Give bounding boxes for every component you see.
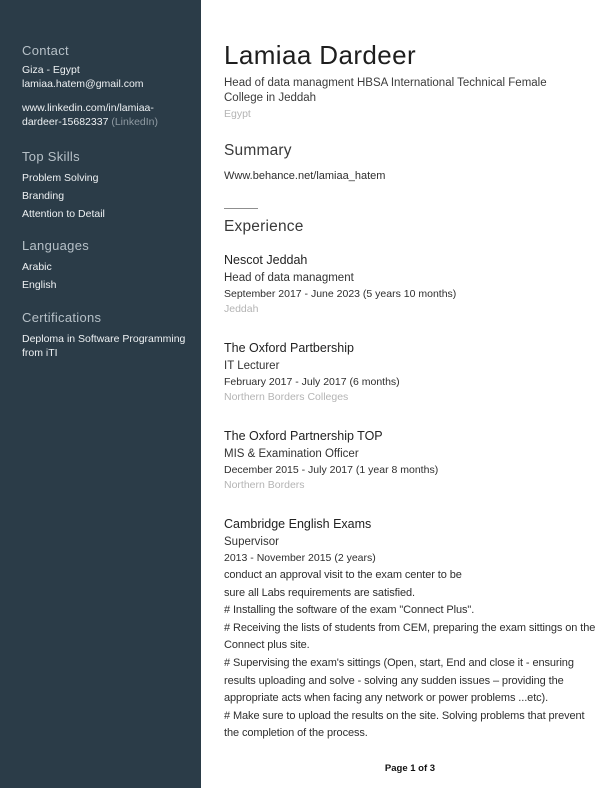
- top-skills-heading: Top Skills: [22, 149, 80, 164]
- headline: [224, 76, 596, 106]
- job-dates: February 2017 - July 2017 (6 months): [224, 376, 400, 388]
- contact-email: lamiaa.hatem@gmail.com: [22, 78, 144, 90]
- linkedin-url-line1: www.linkedin.com/in/lamiaa-: [22, 102, 154, 114]
- job-dates: 2013 - November 2015 (2 years): [224, 552, 376, 564]
- experience-heading: Experience: [224, 218, 304, 235]
- skill-item: Branding: [22, 190, 65, 202]
- job-title: IT Lecturer: [224, 360, 280, 372]
- job-title: MIS & Examination Officer: [224, 448, 359, 460]
- job-dates: September 2017 - June 2023 (5 years 10 months): [224, 288, 457, 300]
- description-line: # Make sure to upload the results on the site. Solving problems that prevent: [224, 709, 585, 722]
- job-description: [224, 567, 596, 743]
- language-item: Arabic: [22, 261, 52, 273]
- company-name: Nescot Jeddah: [224, 253, 308, 267]
- linkedin-suffix: (LinkedIn): [108, 116, 159, 128]
- experience-entry: [224, 340, 596, 404]
- linkedin-url-line2-text: dardeer-15682337: [22, 116, 109, 128]
- job-dates: December 2015 - July 2017 (1 year 8 months): [224, 464, 439, 476]
- company-name: The Oxford Partbership: [224, 341, 354, 355]
- linkedin-url-line2: [22, 115, 189, 129]
- certification-line: from iTI: [22, 347, 58, 359]
- description-line: Connect plus site.: [224, 639, 310, 652]
- summary-heading: Summary: [224, 142, 292, 159]
- person-location: Egypt: [224, 108, 251, 120]
- job-location: Northern Borders Colleges: [224, 391, 349, 403]
- headline-line2: College in Jeddah: [224, 92, 317, 104]
- person-name: Lamiaa Dardeer: [224, 40, 417, 70]
- description-line: # Supervising the exam's sittings (Open, start, End and close it - ensuring: [224, 656, 574, 669]
- page-number: Page 1 of 3: [384, 763, 436, 774]
- description-line: the completion of the process.: [224, 727, 368, 740]
- description-line: # Installing the software of the exam "Connect Plus".: [224, 604, 475, 617]
- job-title: Supervisor: [224, 536, 279, 548]
- description-line: appropriate acts when facing any network or power problems ...etc).: [224, 692, 549, 705]
- description-line: # Receiving the lists of students from CEM, preparing the exam sittings on the: [224, 621, 596, 634]
- job-location: Jeddah: [224, 303, 259, 315]
- sidebar: [0, 0, 201, 788]
- description-line: conduct an approval visit to the exam center to be: [224, 569, 462, 581]
- company-name: The Oxford Partnership TOP: [224, 429, 383, 443]
- job-title: Head of data managment: [224, 272, 354, 284]
- experience-entry: [224, 252, 596, 316]
- contact-location: Giza - Egypt: [22, 64, 80, 76]
- certification-line: Deploma in Software Programming: [22, 333, 186, 345]
- contact-linkedin: [22, 101, 189, 129]
- certifications-heading: Certifications: [22, 310, 102, 325]
- language-item: English: [22, 279, 57, 291]
- job-location: Northern Borders: [224, 479, 305, 491]
- description-line: sure all Labs requirements are satisfied.: [224, 586, 415, 599]
- experience-entry: [224, 428, 596, 492]
- skill-item: Problem Solving: [22, 172, 99, 184]
- certification-item: [22, 332, 189, 360]
- headline-line1: Head of data managment HBSA International Technical Female: [224, 77, 547, 89]
- skill-item: Attention to Detail: [22, 208, 105, 220]
- company-name: Cambridge English Exams: [224, 517, 372, 531]
- section-divider: [224, 208, 258, 209]
- languages-heading: Languages: [22, 238, 90, 253]
- experience-entry: [224, 516, 596, 743]
- description-line: results uploading and solve - solving any sudden issues – providing the: [224, 674, 564, 687]
- main-content: [224, 0, 596, 743]
- summary-text: Www.behance.net/lamiaa_hatem: [224, 170, 386, 182]
- contact-heading: Contact: [22, 43, 69, 58]
